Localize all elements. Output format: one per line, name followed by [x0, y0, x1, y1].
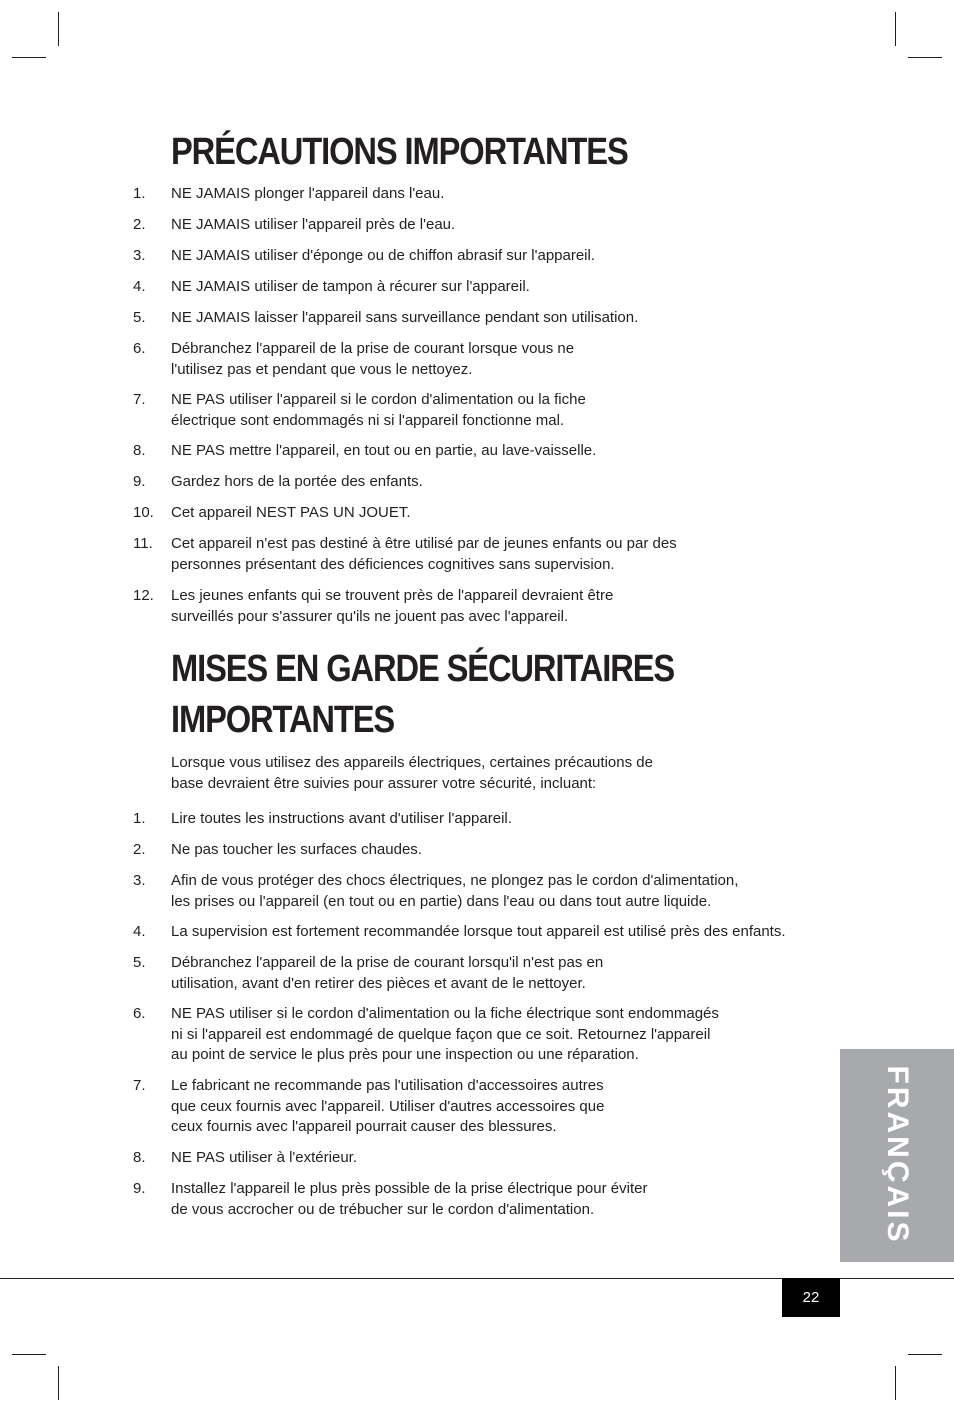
section1-title: PRÉCAUTIONS IMPORTANTES [171, 131, 628, 173]
crop-mark [908, 57, 942, 58]
item-text-line: ceux fournis avec l'appareil pourrait causer des blessures. [171, 1118, 557, 1135]
intro-line: base devraient être suivies pour assurer votre sécurité, incluant: [171, 774, 597, 792]
item-text [171, 953, 603, 994]
crop-mark [12, 57, 46, 58]
item-text [171, 441, 596, 462]
section2-intro [171, 753, 653, 794]
item-text-line: Débranchez l'appareil de la prise de courant lorsque vous ne [171, 340, 575, 357]
item-text-line: l'utilisez pas et pendant que vous le nettoyez. [171, 360, 473, 378]
item-text-line: NE PAS utiliser à l'extérieur. [171, 1149, 357, 1166]
item-text [171, 871, 738, 912]
item-text-line: Lire toutes les instructions avant d'utiliser l'appareil. [171, 810, 512, 827]
item-number: 11. [133, 535, 153, 552]
item-text-line: NE PAS mettre l'appareil, en tout ou en partie, au lave-vaisselle. [171, 442, 597, 459]
item-number: 4. [133, 923, 146, 940]
item-text [171, 246, 595, 267]
crop-mark [58, 1366, 59, 1400]
language-tab-label: FRANÇAIS [881, 1065, 914, 1245]
item-number: 6. [133, 1005, 146, 1022]
crop-mark [58, 12, 59, 46]
item-text-line: Afin de vous protéger des chocs électriques, ne plongez pas le cordon d'alimentation, [171, 872, 739, 889]
item-text [171, 1179, 647, 1220]
item-number: 12. [133, 587, 154, 604]
item-number: 8. [133, 442, 146, 459]
item-number: 1. [133, 185, 146, 202]
crop-mark [895, 12, 896, 46]
item-text-line: NE JAMAIS plonger l'appareil dans l'eau. [171, 185, 445, 202]
item-text [171, 184, 444, 205]
item-text-line: NE JAMAIS utiliser l'appareil près de l'eau. [171, 216, 456, 233]
item-number: 2. [133, 216, 146, 233]
item-text-line: La supervision est fortement recommandée lorsque tout appareil est utilisé près des enfants. [171, 923, 786, 940]
item-text-line: NE JAMAIS utiliser de tampon à récurer sur l'appareil. [171, 278, 530, 295]
item-number: 10. [133, 504, 154, 521]
item-text [171, 1076, 604, 1138]
item-text [171, 277, 530, 298]
item-text [171, 472, 423, 493]
item-text [171, 586, 613, 627]
item-text-line: que ceux fournis avec l'appareil. Utiliser d'autres accessoires que [171, 1097, 605, 1115]
item-text-line: personnes présentant des déficiences cognitives sans supervision. [171, 555, 615, 573]
page-number: 22 [782, 1278, 840, 1317]
item-text-line: Ne pas toucher les surfaces chaudes. [171, 841, 422, 858]
item-text [171, 503, 411, 524]
item-text [171, 534, 677, 575]
item-text-line: utilisation, avant d'en retirer des pièces et avant de le nettoyer. [171, 974, 586, 992]
item-number: 3. [133, 872, 146, 889]
item-text-line: Cet appareil NEST PAS UN JOUET. [171, 504, 411, 521]
item-text-line: Gardez hors de la portée des enfants. [171, 473, 423, 490]
item-text [171, 308, 638, 329]
item-text-line: Le fabricant ne recommande pas l'utilisation d'accessoires autres [171, 1077, 604, 1094]
item-number: 8. [133, 1149, 146, 1166]
crop-mark [908, 1354, 942, 1355]
item-text-line: Les jeunes enfants qui se trouvent près de l'appareil devraient être [171, 587, 614, 604]
item-text-line: NE JAMAIS laisser l'appareil sans surveillance pendant son utilisation. [171, 309, 639, 326]
item-number: 1. [133, 810, 146, 827]
item-text-line: électrique sont endommagés ni si l'appareil fonctionne mal. [171, 411, 565, 429]
item-text-line: au point de service le plus près pour une inspection ou une réparation. [171, 1046, 639, 1063]
crop-mark [895, 1366, 896, 1400]
item-number: 9. [133, 473, 146, 490]
item-text-line: NE PAS utiliser si le cordon d'alimentation ou la fiche électrique sont endommagés [171, 1005, 719, 1022]
crop-mark [12, 1354, 46, 1355]
item-number: 6. [133, 340, 146, 357]
item-text [171, 840, 422, 861]
section2-title-line1: MISES EN GARDE SÉCURITAIRES [171, 648, 675, 690]
item-number: 2. [133, 841, 146, 858]
section2-title-line2: IMPORTANTES [171, 699, 395, 741]
item-number: 7. [133, 391, 146, 408]
item-number: 4. [133, 278, 146, 295]
item-number: 7. [133, 1077, 146, 1094]
item-number: 5. [133, 954, 146, 971]
item-text [171, 809, 512, 830]
item-text [171, 1004, 719, 1066]
item-text [171, 390, 586, 431]
language-tab [840, 1049, 954, 1262]
item-number: 3. [133, 247, 146, 264]
item-text-line: de vous accrocher ou de trébucher sur le cordon d'alimentation. [171, 1200, 595, 1218]
item-text [171, 215, 455, 236]
item-text-line: surveillés pour s'assurer qu'ils ne jouent pas avec l'appareil. [171, 607, 569, 625]
item-text-line: les prises ou l'appareil (en tout ou en partie) dans l'eau ou dans tout autre liquide. [171, 892, 712, 910]
item-text-line: NE PAS utiliser l'appareil si le cordon d'alimentation ou la fiche [171, 391, 586, 408]
item-number: 9. [133, 1180, 146, 1197]
item-text-line: Cet appareil n'est pas destiné à être utilisé par de jeunes enfants ou par des [171, 535, 677, 552]
intro-line: Lorsque vous utilisez des appareils électriques, certaines précautions de [171, 754, 653, 771]
item-text [171, 339, 574, 380]
item-number: 5. [133, 309, 146, 326]
item-text-line: Installez l'appareil le plus près possible de la prise électrique pour éviter [171, 1180, 648, 1197]
item-text-line: NE JAMAIS utiliser d'éponge ou de chiffon abrasif sur l'appareil. [171, 247, 596, 264]
item-text [171, 922, 786, 943]
item-text-line: ni si l'appareil est endommagé de quelque façon que ce soit. Retournez l'appareil [171, 1025, 711, 1043]
item-text-line: Débranchez l'appareil de la prise de courant lorsqu'il n'est pas en [171, 954, 604, 971]
item-text [171, 1148, 357, 1169]
